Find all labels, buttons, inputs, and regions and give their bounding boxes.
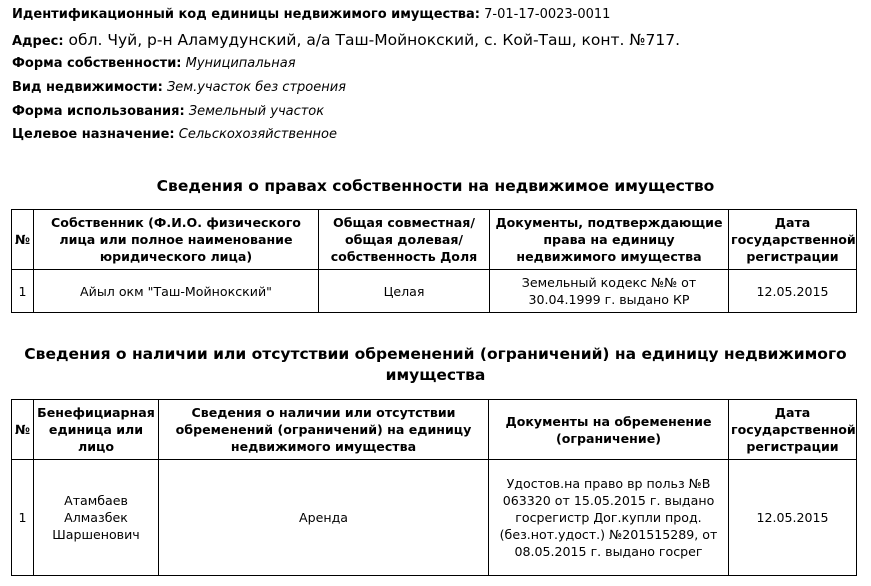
property-type-line <box>12 79 346 97</box>
usage-form-label: Форма использования: <box>12 104 185 119</box>
rights-header-documents: Документы, подтверждающие права на единицу недвижимого имущества <box>490 210 729 270</box>
encumbrances-header-num: № <box>12 400 34 460</box>
rights-table <box>11 209 857 313</box>
rights-cell-documents: Земельный кодекс №№ от 30.04.1999 г. выдано КР <box>490 270 729 313</box>
rights-cell-num: 1 <box>12 270 34 313</box>
encumbrances-cell-documents: Удостов.на право вр польз №В 063320 от 15.05.2015 г. выдано госрегистр Дог.купли прод.(без.нот.удост.) №201515289, от 08.05.2015 г. выдано госрег <box>489 460 729 576</box>
encumbrances-section-title: Сведения о наличии или отсутствии обременений (ограничений) на единицу недвижимого имущества <box>24 345 847 384</box>
encumbrances-header-beneficiary: Бенефициарная единица или лицо <box>34 400 159 460</box>
encumbrances-cell-date: 12.05.2015 <box>729 460 857 576</box>
property-id-value: 7-01-17-0023-0011 <box>484 7 611 22</box>
rights-header-date: Дата государственной регистрации <box>729 210 857 270</box>
rights-header-num: № <box>12 210 34 270</box>
encumbrances-cell-num: 1 <box>12 460 34 576</box>
rights-header-owner: Собственник (Ф.И.О. физического лица или полное наименование юридического лица) <box>34 210 319 270</box>
rights-cell-share: Целая <box>319 270 490 313</box>
property-id-label: Идентификационный код единицы недвижимого имущества: <box>12 7 480 22</box>
encumbrances-header-row <box>12 400 857 460</box>
encumbrances-header-info: Сведения о наличии или отсутствии обременений (ограничений) на единицу недвижимого имущества <box>159 400 489 460</box>
purpose-value: Сельскохозяйственное <box>178 127 337 142</box>
address-label: Адрес: <box>12 34 64 49</box>
ownership-form-value: Муниципальная <box>185 56 296 71</box>
property-type-label: Вид недвижимости: <box>12 80 163 95</box>
rights-cell-owner: Айыл окм "Таш-Мойнокский" <box>34 270 319 313</box>
encumbrances-header-date: Дата государственной регистрации <box>729 400 857 460</box>
usage-form-line <box>12 103 324 121</box>
property-type-value: Зем.участок без строения <box>166 80 346 95</box>
usage-form-value: Земельный участок <box>188 104 325 119</box>
encumbrances-cell-info: Аренда <box>159 460 489 576</box>
address-line <box>12 30 680 52</box>
purpose-label: Целевое назначение: <box>12 127 175 142</box>
property-id-line <box>12 6 610 24</box>
encumbrances-cell-beneficiary: Атамбаев Алмазбек Шаршенович <box>34 460 159 576</box>
encumbrances-table <box>11 399 857 576</box>
rights-section-title: Сведения о правах собственности на недвижимое имущество <box>156 177 715 195</box>
ownership-form-label: Форма собственности: <box>12 56 182 71</box>
address-value: обл. Чуй, р-н Аламудунский, а/а Таш-Мойнокский, с. Кой-Таш, конт. №717. <box>68 31 681 49</box>
rights-header-row <box>12 210 857 270</box>
ownership-form-line <box>12 55 296 73</box>
rights-cell-date: 12.05.2015 <box>729 270 857 313</box>
encumbrances-header-documents: Документы на обременение (ограничение) <box>489 400 729 460</box>
table-row <box>12 460 857 576</box>
purpose-line <box>12 126 337 144</box>
rights-header-share: Общая совместная/ общая долевая/ собственность Доля <box>319 210 490 270</box>
table-row <box>12 270 857 313</box>
